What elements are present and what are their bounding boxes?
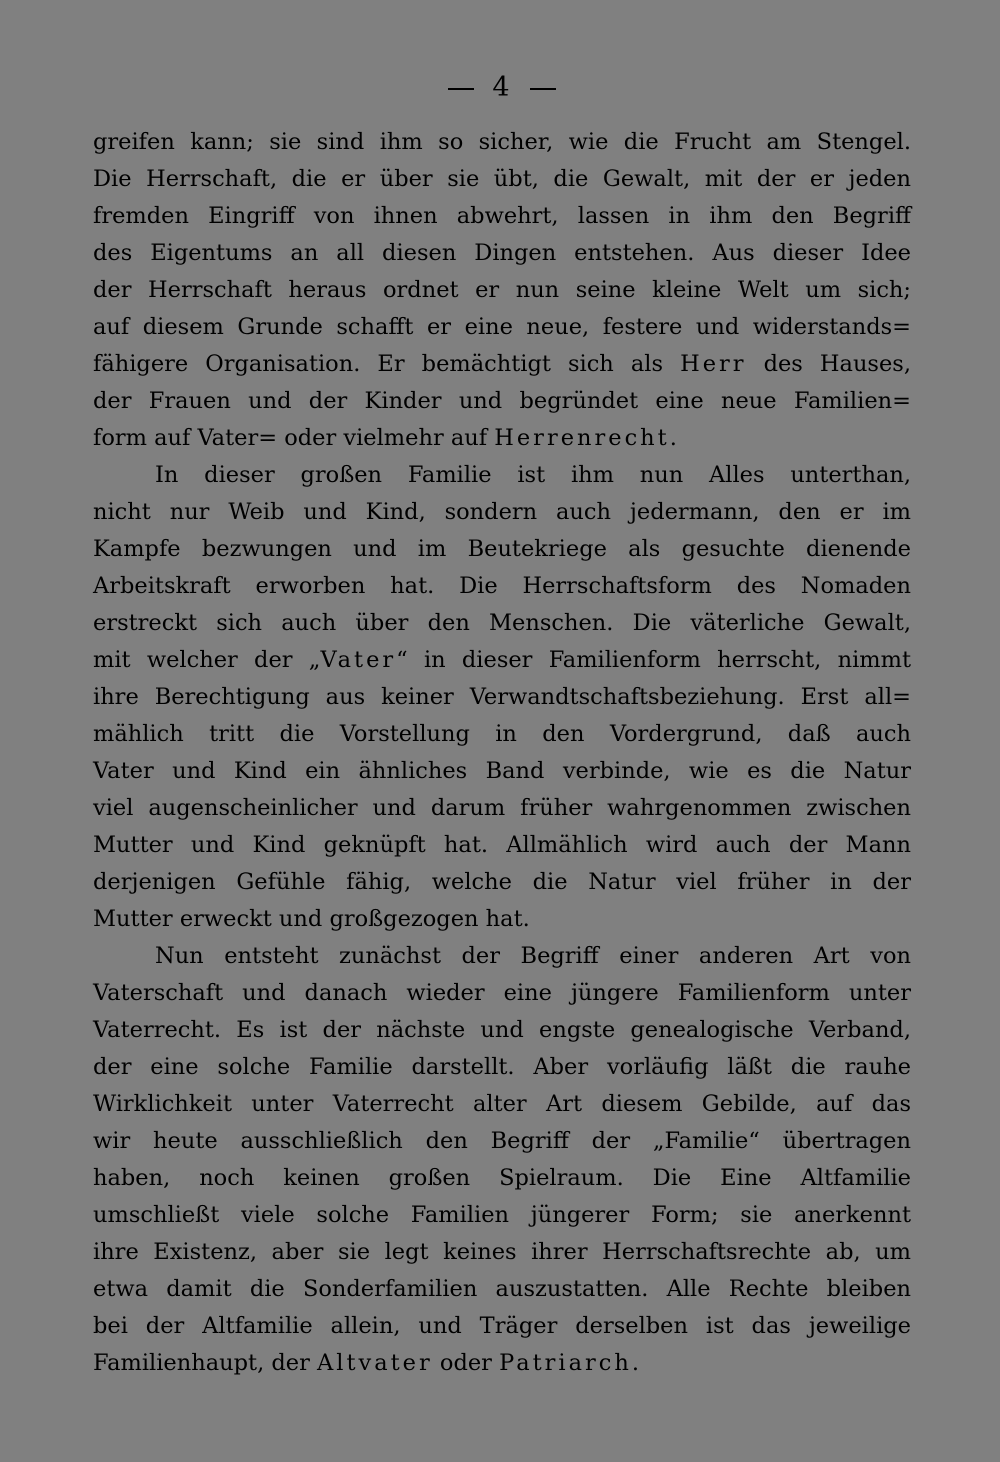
emphasized-word: Vater bbox=[320, 647, 397, 673]
text-line bbox=[93, 420, 911, 457]
text-line: haben, noch keinen großen Spielraum. Die Eine Altfamilie bbox=[93, 1165, 911, 1191]
emphasized-word: Herrenrecht bbox=[494, 425, 670, 451]
dash-right bbox=[530, 88, 556, 90]
text-line: Vaterschaft und danach wieder eine jüngere Familienform unter bbox=[93, 980, 911, 1006]
text-line: der Frauen und der Kinder und begründet eine neue Familien= bbox=[93, 388, 911, 414]
text-line: umschließt viele solche Familien jüngerer Form; sie anerkennt bbox=[93, 1202, 911, 1228]
text-line: Nun entsteht zunächst der Begriff einer anderen Art von bbox=[155, 943, 911, 969]
text-segment: des Hauses, bbox=[746, 351, 911, 377]
text-line: Arbeitskraft erworben hat. Die Herrschaftsform des Nomaden bbox=[93, 573, 911, 599]
page-number-header bbox=[93, 70, 911, 106]
text-segment: Familienhaupt, der bbox=[93, 1350, 318, 1376]
text-line: greifen kann; sie sind ihm so sicher, wie die Frucht am Stengel. bbox=[93, 129, 911, 155]
text-segment: fähigere Organisation. Er bemächtigt sich als bbox=[93, 351, 681, 377]
text-line: erstreckt sich auch über den Menschen. Die väterliche Gewalt, bbox=[93, 610, 911, 636]
text-line: der Herrschaft heraus ordnet er nun seine kleine Welt um sich; bbox=[93, 277, 911, 303]
text-line: viel augenscheinlicher und darum früher wahrgenommen zwischen bbox=[93, 795, 911, 821]
paragraph-3 bbox=[93, 938, 911, 1382]
text-segment: . bbox=[669, 425, 677, 451]
emphasized-word: Herr bbox=[680, 351, 747, 377]
text-line: nicht nur Weib und Kind, sondern auch jedermann, den er im bbox=[93, 499, 911, 525]
text-line: Mutter erweckt und großgezogen hat. bbox=[93, 906, 530, 932]
text-line: auf diesem Grunde schafft er eine neue, festere und widerstands= bbox=[93, 314, 911, 340]
text-line: ihre Berechtigung aus keiner Verwandtschaftsbeziehung. Erst all= bbox=[93, 684, 911, 710]
text-line: Vater und Kind ein ähnliches Band verbinde, wie es die Natur bbox=[93, 758, 911, 784]
text-line: wir heute ausschließlich den Begriff der „Familie“ übertragen bbox=[93, 1128, 911, 1154]
text-line bbox=[93, 642, 911, 679]
text-line: etwa damit die Sonderfamilien auszustatten. Alle Rechte bleiben bbox=[93, 1276, 911, 1302]
text-segment: mit welcher der „ bbox=[93, 647, 321, 673]
text-line: ihre Existenz, aber sie legt keines ihrer Herrschaftsrechte ab, um bbox=[93, 1239, 911, 1265]
text-line: bei der Altfamilie allein, und Träger derselben ist das jeweilige bbox=[93, 1313, 911, 1339]
text-segment: form auf Vater= oder vielmehr auf bbox=[93, 425, 495, 451]
text-line: des Eigentums an all diesen Dingen entstehen. Aus dieser Idee bbox=[93, 240, 911, 266]
dash-left bbox=[448, 88, 474, 90]
body-text bbox=[93, 124, 911, 1382]
book-page bbox=[93, 70, 911, 1410]
paragraph-1 bbox=[93, 124, 911, 457]
text-segment: oder bbox=[432, 1350, 500, 1376]
emphasized-word: Altvater bbox=[317, 1350, 433, 1376]
text-line: Die Herrschaft, die er über sie übt, die Gewalt, mit der er jeden bbox=[93, 166, 911, 192]
text-line: Mutter und Kind geknüpft hat. Allmählich wird auch der Mann bbox=[93, 832, 911, 858]
page-number: 4 bbox=[492, 72, 512, 103]
text-line: fremden Eingriff von ihnen abwehrt, lassen in ihm den Begriff bbox=[93, 203, 911, 229]
text-line bbox=[93, 346, 911, 383]
paragraph-2 bbox=[93, 457, 911, 938]
text-line: Kampfe bezwungen und im Beutekriege als gesuchte dienende bbox=[93, 536, 911, 562]
emphasized-word: Patriarch bbox=[499, 1350, 632, 1376]
text-line: Wirklichkeit unter Vaterrecht alter Art diesem Gebilde, auf das bbox=[93, 1091, 911, 1117]
text-line: Vaterrecht. Es ist der nächste und engste genealogische Verband, bbox=[93, 1017, 911, 1043]
text-line: der eine solche Familie darstellt. Aber vorläufig läßt die rauhe bbox=[93, 1054, 911, 1080]
text-segment: “ in dieser Familienform herrscht, nimmt bbox=[396, 647, 911, 673]
text-line bbox=[93, 1345, 911, 1382]
text-line: mählich tritt die Vorstellung in den Vordergrund, daß auch bbox=[93, 721, 911, 747]
text-line: In dieser großen Familie ist ihm nun Alles unterthan, bbox=[155, 462, 911, 488]
text-line: derjenigen Gefühle fähig, welche die Natur viel früher in der bbox=[93, 869, 911, 895]
text-segment: . bbox=[631, 1350, 640, 1376]
